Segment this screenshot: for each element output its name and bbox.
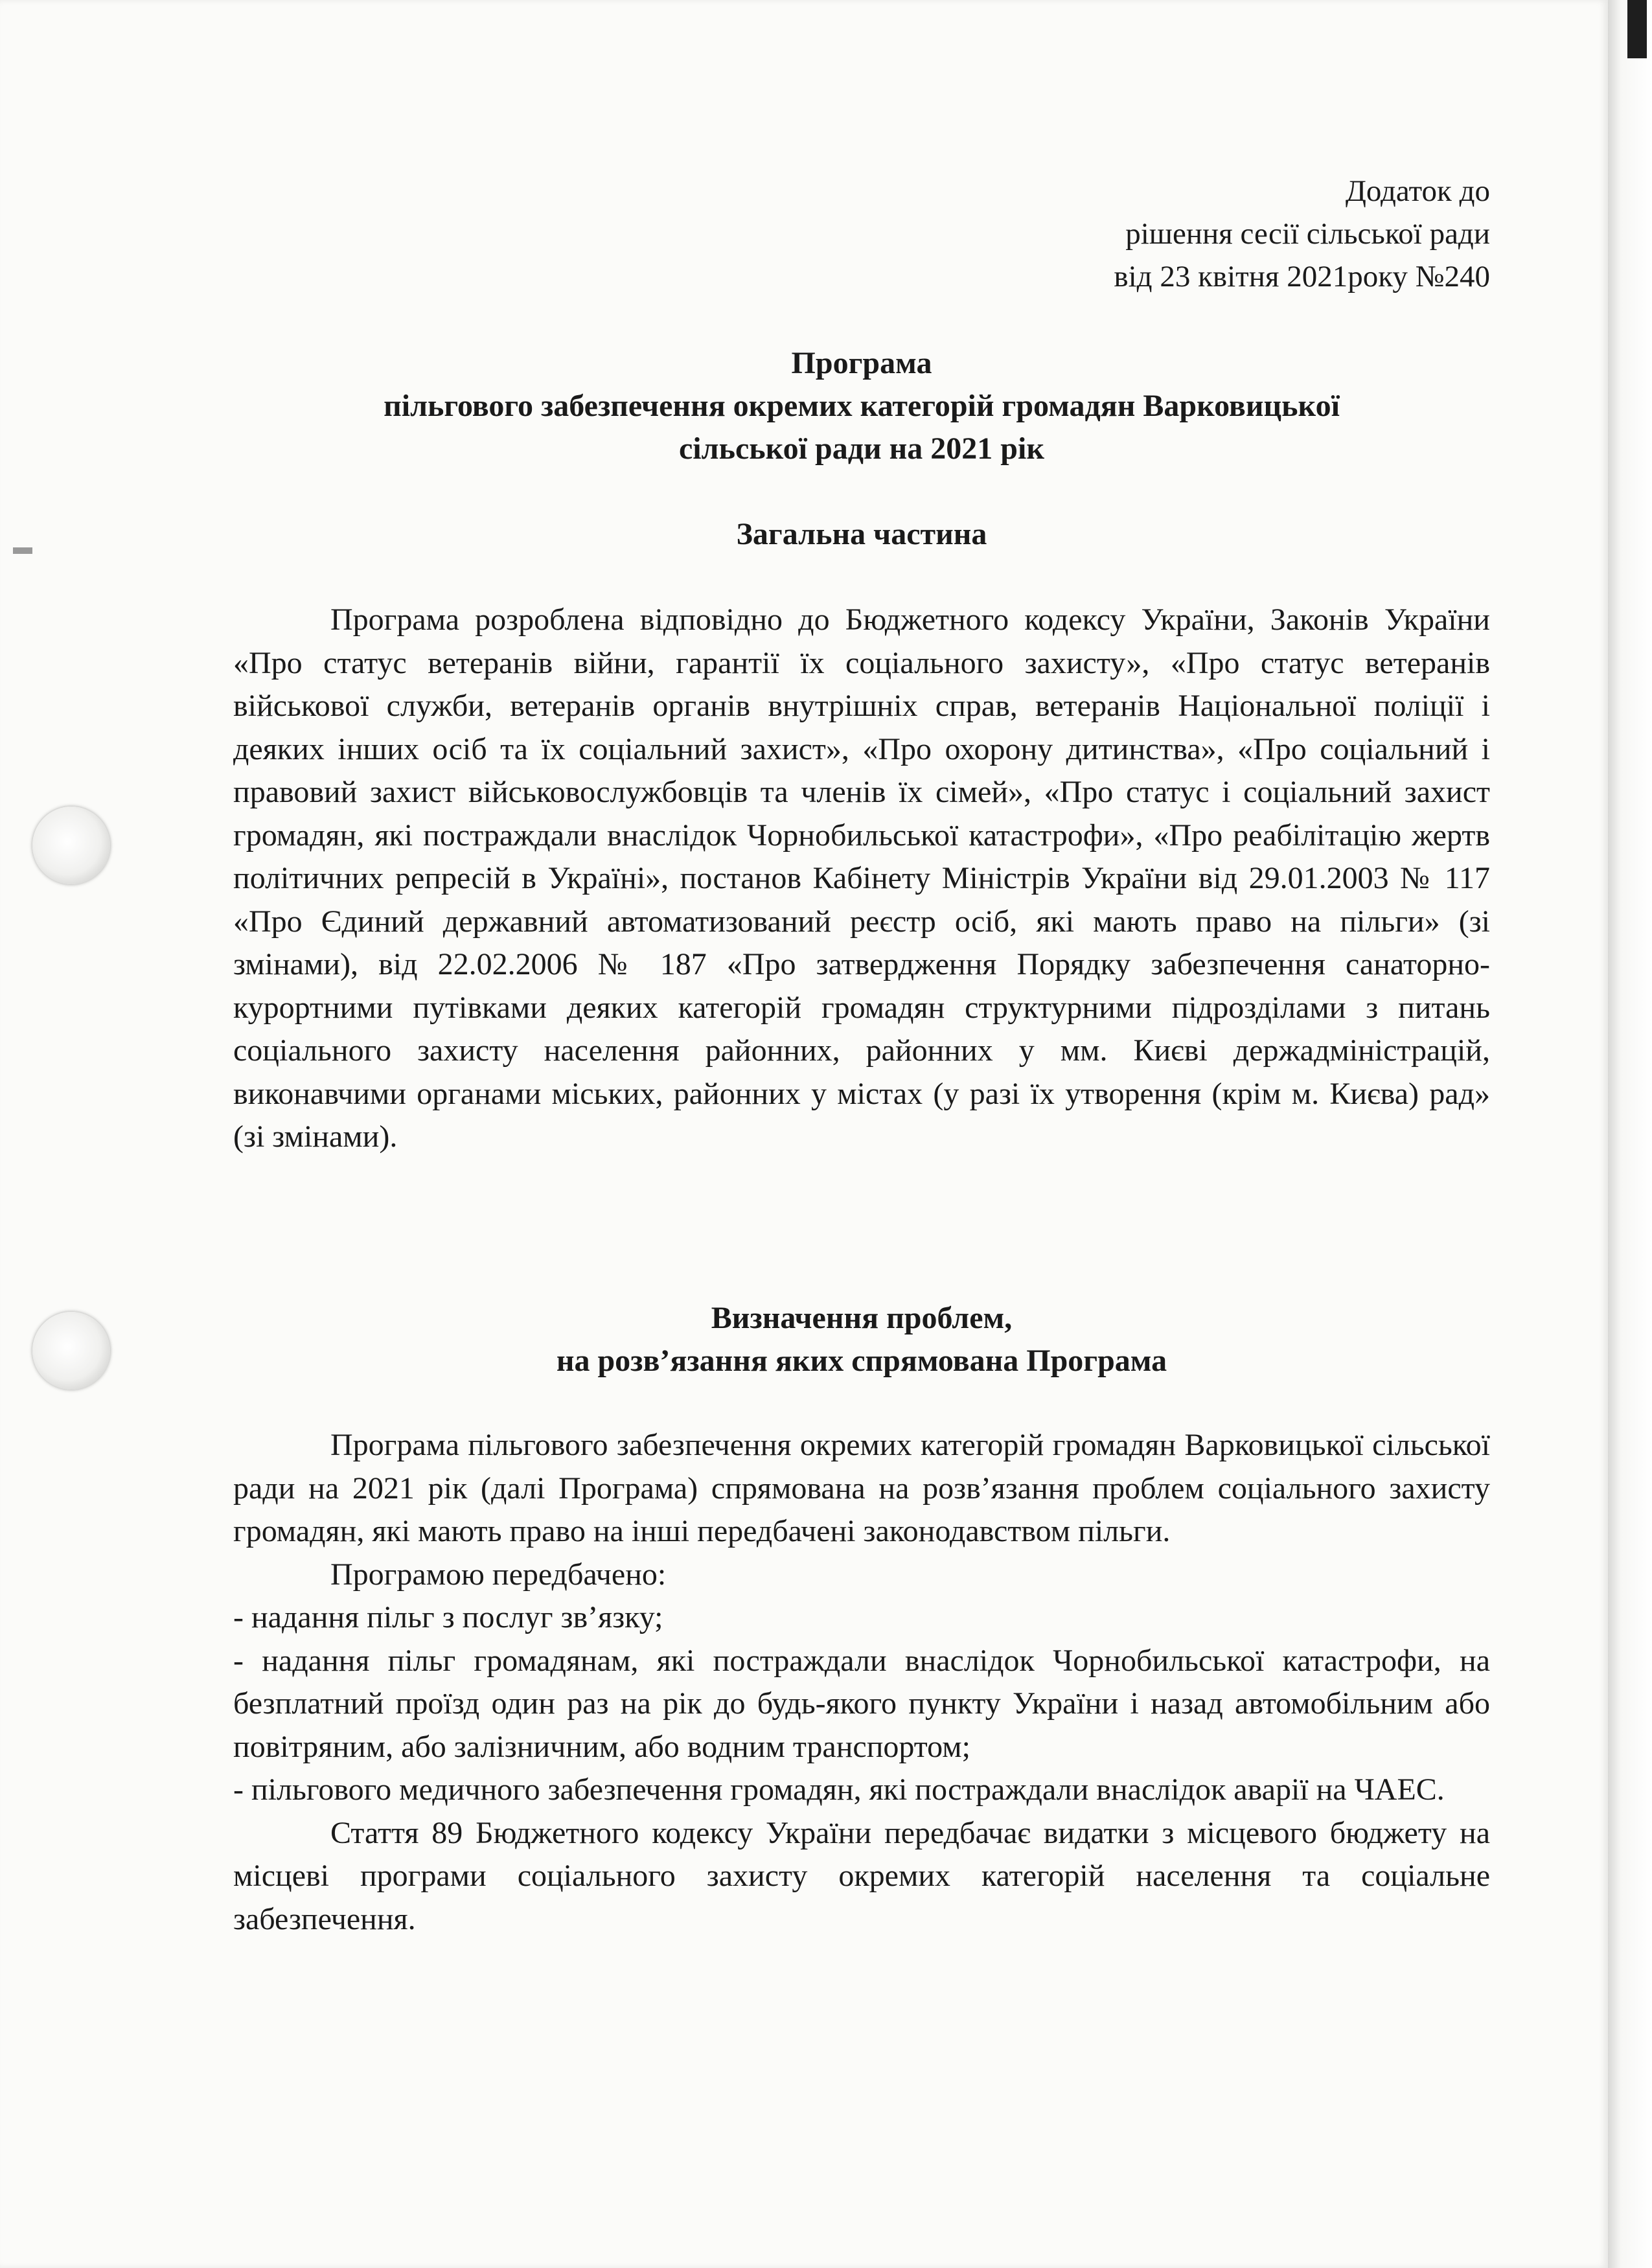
edge-mark <box>13 547 32 554</box>
section-body-problems <box>233 1424 1490 1941</box>
paragraph: Програма пільгового забезпечення окремих категорій громадян Варковицької сільської ради на 2021 рік (далі Програма) спрямована на розв’язання проблем соціального захисту громадян, які мають право на інші передбачені законодавством пільги. <box>233 1428 1490 1548</box>
section-body-general <box>233 599 1490 1159</box>
appendix-line: Додаток до <box>1345 174 1490 208</box>
punch-hole <box>32 807 110 884</box>
appendix-line: рішення сесії сільської ради <box>1125 217 1490 251</box>
document-title <box>233 342 1490 470</box>
list-item: - надання пільг з послуг зв’язку; <box>233 1600 663 1634</box>
page-edge <box>1608 0 1652 2268</box>
appendix-note <box>1011 170 1490 298</box>
heading-line: на розв’язання яких спрямована Програма <box>556 1344 1167 1378</box>
scan-edge-shadow <box>1627 0 1647 58</box>
paragraph: Стаття 89 Бюджетного кодексу України передбачає видатки з місцевого бюджету на місцеві програми соціального захисту окремих категорій населення та соціальне забезпечення. <box>233 1815 1490 1936</box>
list-item: - пільгового медичного забезпечення громадян, які постраждали внаслідок аварії на ЧАЕС. <box>233 1772 1445 1807</box>
title-line: сільської ради на 2021 рік <box>679 431 1044 466</box>
punch-hole <box>32 1312 110 1390</box>
heading-line: Визначення проблем, <box>711 1301 1013 1335</box>
title-line: Програма <box>791 346 932 380</box>
paragraph: Програмою передбачено: <box>330 1557 667 1592</box>
list-item: - надання пільг громадянам, які постраждали внаслідок Чорнобильської катастрофи, на безплатний проїзд один раз на рік до будь-якого пункту України і назад автомобільним або повітряним, або залізничним, або водним транспортом; <box>233 1643 1490 1764</box>
section-heading-general: Загальна частина <box>736 517 987 551</box>
title-line: пільгового забезпечення окремих категорій громадян Варковицької <box>384 389 1340 423</box>
paragraph: Програма розроблена відповідно до Бюджетного кодексу України, Законів України «Про статус ветеранів війни, гарантії їх соціального захисту», «Про статус ветеранів військової служби, ветеранів органів внутрішніх справ, ветеранів Національної поліції і деяких інших осіб та їх соціальний захист», «Про охорону дитинства», «Про соціальний і правовий захист військовослужбовців та членів їх сімей», «Про статус і соціальний захист громадян, які постраждали внаслідок Чорнобильської катастрофи», «Про реабілітацію жертв політичних репресій в Україні», постанов Кабінету Міністрів України від 29.01.2003 № 117 «Про Єдиний державний автоматизований реєстр осіб, які мають право на пільги» (зі змінами), від 22.02.2006 № 187 «Про затвердження Порядку забезпечення санаторно-курортними путівками деяких категорій громадян структурними підрозділами з питань соціального захисту населення районних, районних у мм. Києві держадміністрацій, виконавчими органами міських, районних у містах (у разі їх утворення (крім м. Києва) рад» (зі змінами). <box>233 602 1490 1154</box>
section-heading-problems <box>233 1297 1490 1382</box>
appendix-line: від 23 квітня 2021року №240 <box>1114 260 1490 293</box>
